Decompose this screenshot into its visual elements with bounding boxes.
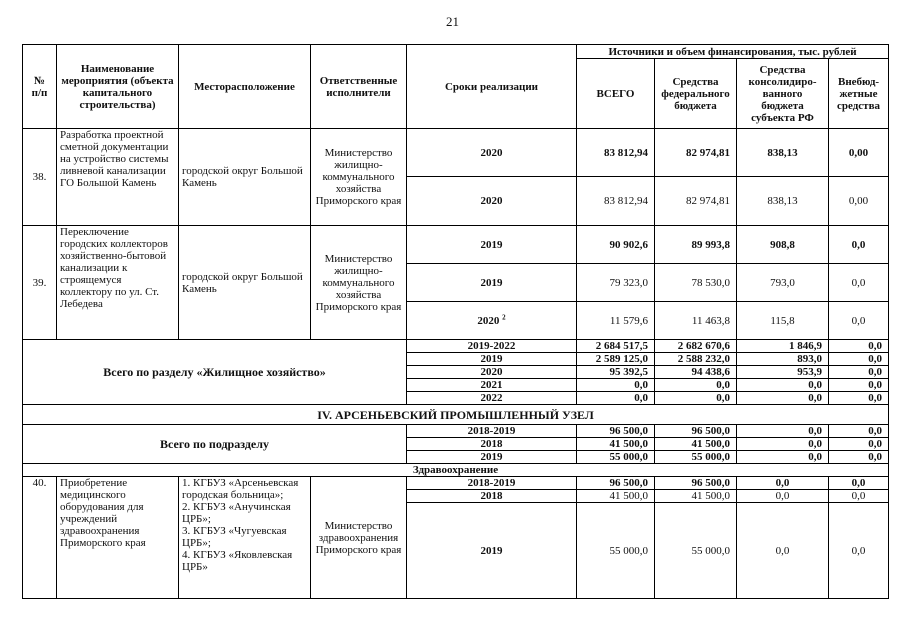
subsection-title: Здравоохранение bbox=[23, 464, 889, 477]
project-responsible: Министерство жилищно-коммунального хозяйства Приморского края bbox=[311, 226, 407, 340]
term-cell: 2020 bbox=[407, 366, 577, 379]
offbudget-cell: 0,0 bbox=[829, 490, 889, 503]
offbudget-cell: 0,0 bbox=[829, 451, 889, 464]
header-terms: Сроки реализации bbox=[407, 45, 577, 129]
consolidated-cell: 838,13 bbox=[737, 177, 829, 226]
project-location: городской округ Большой Камень bbox=[179, 129, 311, 226]
project-location: 1. КГБУЗ «Арсеньевская городская больница»; 2. КГБУЗ «Анучинская ЦРБ»; 3. КГБУЗ «Чугуевская ЦРБ»; 4. КГБУЗ «Яковлевская ЦРБ» bbox=[179, 477, 311, 599]
offbudget-cell: 0,0 bbox=[829, 366, 889, 379]
header-name: Наименование мероприятия (объекта капитального строительства) bbox=[57, 45, 179, 129]
federal-cell: 55 000,0 bbox=[655, 503, 737, 599]
federal-cell: 55 000,0 bbox=[655, 451, 737, 464]
total-cell: 83 812,94 bbox=[577, 129, 655, 177]
term-cell: 2019 bbox=[407, 503, 577, 599]
federal-cell: 96 500,0 bbox=[655, 477, 737, 490]
federal-cell: 41 500,0 bbox=[655, 438, 737, 451]
total-cell: 83 812,94 bbox=[577, 177, 655, 226]
offbudget-cell: 0,0 bbox=[829, 353, 889, 366]
federal-cell: 89 993,8 bbox=[655, 226, 737, 264]
consolidated-cell: 908,8 bbox=[737, 226, 829, 264]
offbudget-cell: 0,0 bbox=[829, 379, 889, 392]
federal-cell: 96 500,0 bbox=[655, 425, 737, 438]
total-cell: 2 684 517,5 bbox=[577, 340, 655, 353]
offbudget-cell: 0,0 bbox=[829, 477, 889, 490]
federal-cell: 94 438,6 bbox=[655, 366, 737, 379]
section-title: IV. АРСЕНЬЕВСКИЙ ПРОМЫШЛЕННЫЙ УЗЕЛ bbox=[23, 405, 889, 425]
header-location: Месторасположение bbox=[179, 45, 311, 129]
financing-table bbox=[22, 44, 889, 599]
term-cell: 2019-2022 bbox=[407, 340, 577, 353]
federal-cell: 82 974,81 bbox=[655, 177, 737, 226]
page-number: 21 bbox=[446, 14, 459, 29]
header-federal: Средства федерального бюджета bbox=[655, 59, 737, 129]
header-num: № п/п bbox=[23, 45, 57, 129]
federal-cell: 41 500,0 bbox=[655, 490, 737, 503]
project-responsible: Министерство здравоохранения Приморского края bbox=[311, 477, 407, 599]
term-cell: 2019 bbox=[407, 353, 577, 366]
term-cell: 2019 bbox=[407, 451, 577, 464]
total-cell: 90 902,6 bbox=[577, 226, 655, 264]
header-responsible: Ответственные исполнители bbox=[311, 45, 407, 129]
consolidated-cell: 0,0 bbox=[737, 379, 829, 392]
term-cell: 2018 bbox=[407, 438, 577, 451]
housing-total-label: Всего по разделу «Жилищное хозяйство» bbox=[23, 340, 407, 405]
total-cell: 2 589 125,0 bbox=[577, 353, 655, 366]
table-row bbox=[23, 226, 889, 264]
offbudget-cell: 0,0 bbox=[829, 264, 889, 302]
subsection-total-label: Всего по подразделу bbox=[23, 425, 407, 464]
term-cell: 2022 bbox=[407, 392, 577, 405]
term-cell: 2019 bbox=[407, 264, 577, 302]
footnote-mark: 2 bbox=[502, 312, 506, 321]
offbudget-cell: 0,0 bbox=[829, 302, 889, 340]
total-cell: 55 000,0 bbox=[577, 503, 655, 599]
total-cell: 41 500,0 bbox=[577, 490, 655, 503]
term-year: 2020 bbox=[477, 314, 500, 327]
consolidated-cell: 893,0 bbox=[737, 353, 829, 366]
offbudget-cell: 0,0 bbox=[829, 503, 889, 599]
consolidated-cell: 0,0 bbox=[737, 425, 829, 438]
total-cell: 95 392,5 bbox=[577, 366, 655, 379]
consolidated-cell: 838,13 bbox=[737, 129, 829, 177]
consolidated-cell: 0,0 bbox=[737, 438, 829, 451]
header-consolidated: Средства консолидиро-ванного бюджета субъекта РФ bbox=[737, 59, 829, 129]
consolidated-cell: 115,8 bbox=[737, 302, 829, 340]
total-cell: 0,0 bbox=[577, 379, 655, 392]
offbudget-cell: 0,0 bbox=[829, 226, 889, 264]
total-cell: 0,0 bbox=[577, 392, 655, 405]
consolidated-cell: 0,0 bbox=[737, 477, 829, 490]
table-row bbox=[23, 129, 889, 177]
project-name: Приобретение медицинского оборудования для учреждений здравоохранения Приморского края bbox=[57, 477, 179, 599]
term-cell: 2021 bbox=[407, 379, 577, 392]
header-offbudget: Внебюд-жетные средства bbox=[829, 59, 889, 129]
project-name: Переключение городских коллекторов хозяйственно-бытовой канализации к строящемуся коллектору по ул. Ст. Лебедева bbox=[57, 226, 179, 340]
offbudget-cell: 0,0 bbox=[829, 425, 889, 438]
consolidated-cell: 1 846,9 bbox=[737, 340, 829, 353]
consolidated-cell: 0,0 bbox=[737, 490, 829, 503]
federal-cell: 0,0 bbox=[655, 379, 737, 392]
table-row bbox=[23, 477, 889, 490]
consolidated-cell: 953,9 bbox=[737, 366, 829, 379]
row-number: 38. bbox=[23, 129, 57, 226]
offbudget-cell: 0,00 bbox=[829, 129, 889, 177]
consolidated-cell: 793,0 bbox=[737, 264, 829, 302]
term-cell: 2020 bbox=[407, 129, 577, 177]
consolidated-cell: 0,0 bbox=[737, 503, 829, 599]
federal-cell: 78 530,0 bbox=[655, 264, 737, 302]
project-location: городской округ Большой Камень bbox=[179, 226, 311, 340]
header-total: ВСЕГО bbox=[577, 59, 655, 129]
offbudget-cell: 0,0 bbox=[829, 438, 889, 451]
total-row bbox=[23, 340, 889, 353]
total-cell: 55 000,0 bbox=[577, 451, 655, 464]
consolidated-cell: 0,0 bbox=[737, 392, 829, 405]
federal-cell: 2 682 670,6 bbox=[655, 340, 737, 353]
federal-cell: 11 463,8 bbox=[655, 302, 737, 340]
term-cell: 2018 bbox=[407, 490, 577, 503]
offbudget-cell: 0,0 bbox=[829, 392, 889, 405]
term-cell: 2018-2019 bbox=[407, 425, 577, 438]
row-number: 39. bbox=[23, 226, 57, 340]
total-cell: 11 579,6 bbox=[577, 302, 655, 340]
term-cell bbox=[407, 302, 577, 340]
term-cell: 2020 bbox=[407, 177, 577, 226]
offbudget-cell: 0,0 bbox=[829, 340, 889, 353]
term-cell: 2019 bbox=[407, 226, 577, 264]
total-row bbox=[23, 425, 889, 438]
total-cell: 96 500,0 bbox=[577, 477, 655, 490]
total-cell: 79 323,0 bbox=[577, 264, 655, 302]
federal-cell: 82 974,81 bbox=[655, 129, 737, 177]
total-cell: 96 500,0 bbox=[577, 425, 655, 438]
project-name: Разработка проектной сметной документации на устройство системы ливневой канализации ГО Большой Камень bbox=[57, 129, 179, 226]
offbudget-cell: 0,00 bbox=[829, 177, 889, 226]
row-number: 40. bbox=[23, 477, 57, 599]
header-funding-group: Источники и объем финансирования, тыс. рублей bbox=[577, 45, 889, 59]
project-responsible: Министерство жилищно-коммунального хозяйства Приморского края bbox=[311, 129, 407, 226]
federal-cell: 0,0 bbox=[655, 392, 737, 405]
total-cell: 41 500,0 bbox=[577, 438, 655, 451]
consolidated-cell: 0,0 bbox=[737, 451, 829, 464]
federal-cell: 2 588 232,0 bbox=[655, 353, 737, 366]
term-cell: 2018-2019 bbox=[407, 477, 577, 490]
